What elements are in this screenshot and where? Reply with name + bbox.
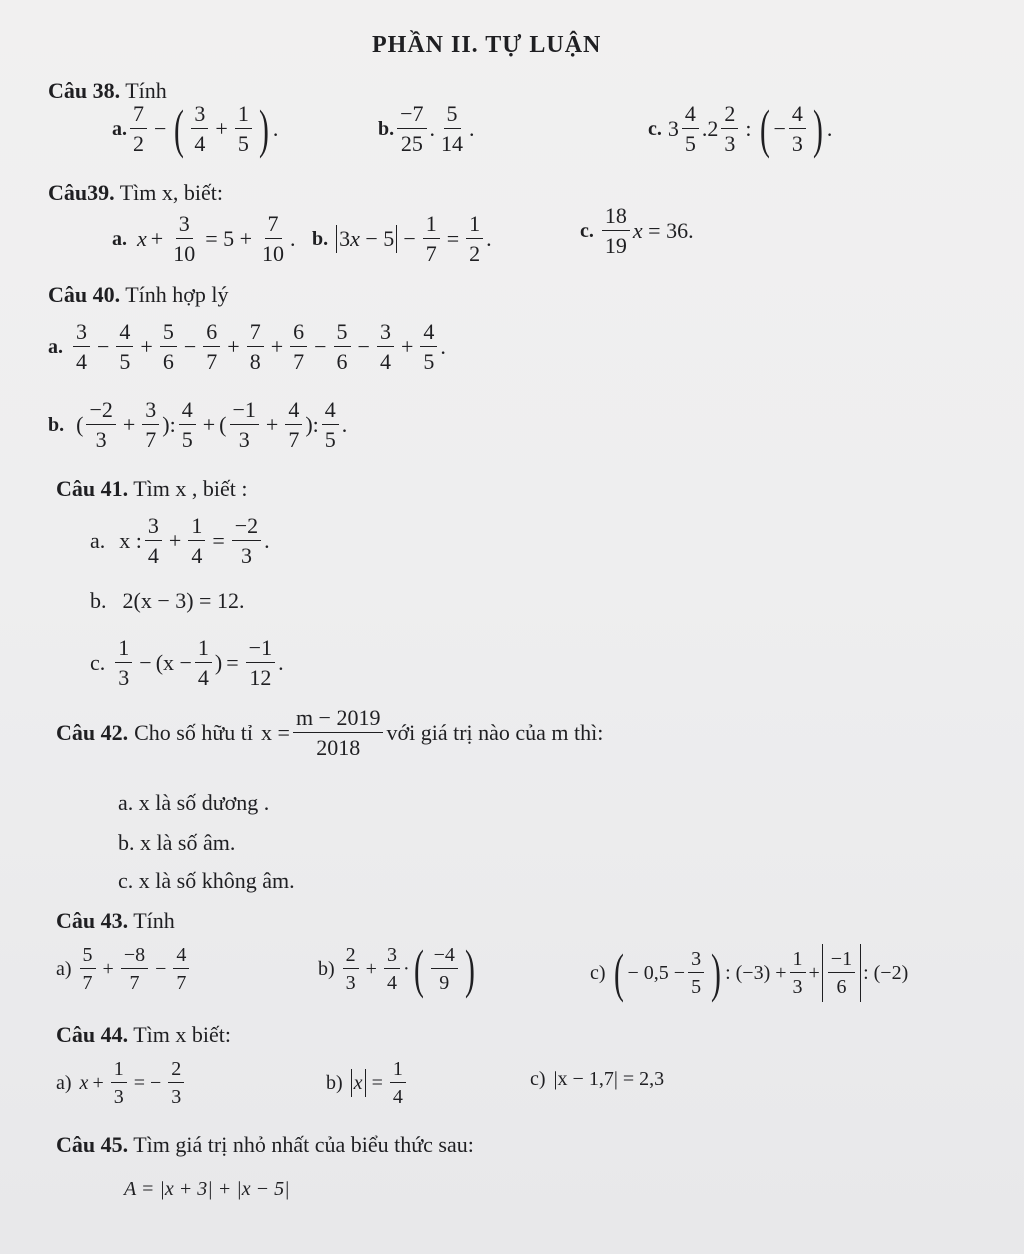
q38-c: c. 3 $\frac{4}{5}$ .2 $\frac{2}{3}$ : ( − $\frac{4}{3}$ ) . — [648, 98, 833, 159]
fraction: $\frac{-7}{25}$ — [397, 102, 426, 156]
fraction: $\frac{3}{4}$ — [384, 944, 400, 994]
q44-number: Câu 44. — [56, 1022, 129, 1047]
fraction: $\frac{1}{4}$ — [195, 636, 212, 690]
fraction: $\frac{-1}{12}$ — [246, 636, 275, 690]
q41-instruction: Tìm x , biết : — [133, 476, 248, 501]
fraction: $\frac{2}{3}$ — [343, 944, 359, 994]
fraction: $\frac{2}{3}$ — [168, 1058, 184, 1108]
q39-b-label: b. — [312, 227, 329, 250]
q39-instruction: Tìm x, biết: — [119, 180, 223, 205]
section-title: PHẦN II. TỰ LUẬN — [372, 32, 602, 58]
fraction: $\frac{1}{5}$ — [235, 102, 252, 156]
q41-a-label: a. — [90, 528, 106, 553]
fraction: $\frac{3}{4}$ — [377, 320, 394, 374]
q45-number: Câu 45. — [56, 1132, 129, 1157]
fraction: $\frac{-2}{3}$ — [232, 514, 261, 568]
q41-a: a. x : $\frac{3}{4}$ + $\frac{1}{4}$ = $\frac{-2}{3}$ . — [90, 513, 270, 568]
q42-option-a: a. x là số dương . — [118, 790, 270, 815]
fraction: $\frac{4}{5}$ — [420, 320, 437, 374]
q40-a-label: a. — [48, 335, 63, 358]
fraction: $\frac{3}{5}$ — [688, 948, 704, 998]
q41-heading — [56, 476, 248, 502]
q40-instruction: Tính hợp lý — [125, 282, 229, 307]
q44-a-label: a) — [56, 1071, 72, 1094]
q42-number: Câu 42. — [56, 720, 129, 745]
q43-instruction: Tính — [133, 908, 175, 933]
q44-c — [530, 1068, 664, 1091]
fraction: $\frac{1}{4}$ — [390, 1058, 406, 1108]
fraction: $\frac{6}{7}$ — [290, 320, 307, 374]
fraction: $\frac{7}{2}$ — [130, 102, 147, 156]
q43-b-label: b) — [318, 957, 335, 980]
q39-heading — [48, 180, 223, 206]
fraction: $\frac{2}{3}$ — [721, 102, 738, 156]
fraction: $\frac{18}{19}$ — [602, 204, 630, 258]
q40-heading — [48, 282, 229, 308]
q44-b-label: b) — [326, 1071, 343, 1094]
fraction: $\frac{1}{7}$ — [423, 212, 440, 266]
q41-number: Câu 41. — [56, 476, 129, 501]
q42-heading: Câu 42. Cho số hữu tỉ x = $\frac{m - 2019}{2018}$ với giá trị nào của m thì: — [56, 705, 604, 760]
q39-a-label: a. — [112, 227, 127, 250]
q44-c-label: c) — [530, 1068, 546, 1090]
fraction: $\frac{6}{7}$ — [203, 320, 220, 374]
q40-b: b. ( $\frac{-2}{3}$ + $\frac{3}{7}$ ): $\frac{4}{5}$ + ( $\frac{-1}{3}$ + $\frac{4}{7}$ ): $\frac{4}{5}$ . — [48, 397, 348, 452]
fraction: $\frac{3}{4}$ — [73, 320, 90, 374]
fraction: $\frac{1}{2}$ — [466, 212, 483, 266]
q38-b-label: b. — [378, 117, 395, 140]
fraction: $\frac{4}{5}$ — [682, 102, 699, 156]
q38-b: b. $\frac{-7}{25}$ . $\frac{5}{14}$ . — [378, 101, 475, 156]
q43-a-label: a) — [56, 957, 72, 980]
fraction: $\frac{1}{3}$ — [790, 948, 806, 998]
q39-a: a. x + $\frac{3}{10}$ = 5 + $\frac{7}{10}$ . — [112, 211, 296, 266]
fraction: $\frac{-1}{6}$ — [828, 948, 855, 998]
fraction: $\frac{5}{14}$ — [441, 101, 464, 156]
q42-numerator: m − 2019 — [293, 706, 384, 733]
fraction: $\frac{7}{10}$ — [262, 211, 285, 266]
fraction: $\frac{3}{4}$ — [191, 102, 208, 156]
fraction: $\frac{3}{4}$ — [145, 514, 162, 568]
fraction: $\frac{4}{5}$ — [179, 398, 196, 452]
q43-a: a) $\frac{5}{7}$ + $\frac{-8}{7}$ − $\frac{4}{7}$ — [56, 944, 192, 994]
q39-b: b. 3x − 5 − $\frac{1}{7}$ = $\frac{1}{2}$ . — [312, 211, 492, 266]
q43-heading — [56, 908, 175, 934]
fraction: $\frac{5}{6}$ — [334, 320, 351, 374]
q38-a: a. $\frac{7}{2}$ − ( $\frac{3}{4}$ + $\frac{1}{5}$ ) . — [112, 98, 279, 159]
q42-text-after: với giá trị nào của m thì: — [386, 720, 604, 745]
fraction: $\frac{4}{7}$ — [173, 944, 189, 994]
q38-c-label: c. — [648, 117, 662, 140]
q40-b-label: b. — [48, 413, 65, 436]
fraction: $\frac{4}{5}$ — [322, 398, 339, 452]
fraction: $\frac{1}{4}$ — [188, 514, 205, 568]
q41-b-label: b. — [90, 588, 107, 613]
fraction: $\frac{4}{7}$ — [285, 398, 302, 452]
q42-option-c: c. x là số không âm. — [118, 868, 295, 893]
q42-fraction — [293, 706, 384, 760]
q42-option-b: b. x là số âm. — [118, 830, 236, 855]
q41-c: c. $\frac{1}{3}$ − (x − $\frac{1}{4}$ ) = $\frac{-1}{12}$ . — [90, 635, 284, 690]
q40-a: a. $\frac{3}{4}$ − $\frac{4}{5}$ + $\frac{5}{6}$ − $\frac{6}{7}$ + $\frac{7}{8}$ + $\frac{6}{7}$ − $\frac{5}{6}$ − $\frac{3}{4}$ + $\frac{4}{5}$ . — [48, 319, 446, 374]
fraction: $\frac{-2}{3}$ — [86, 398, 115, 452]
q39-c: c. $\frac{18}{19}$ x = 36. — [580, 203, 694, 258]
fraction: $\frac{1}{3}$ — [111, 1058, 127, 1108]
q43-b: b) $\frac{2}{3}$ + $\frac{3}{4}$ · ( $\frac{-4}{9}$ ) — [318, 938, 475, 999]
q44-c-expression: |x − 1,7| = 2,3 — [553, 1068, 665, 1090]
q38-number: Câu 38. — [48, 78, 121, 103]
fraction: $\frac{-1}{3}$ — [230, 398, 259, 452]
q38-instruction: Tính — [125, 78, 167, 103]
q40-number: Câu 40. — [48, 282, 121, 307]
q44-a: a) x + $\frac{1}{3}$ = − $\frac{2}{3}$ — [56, 1058, 187, 1108]
fraction: $\frac{-8}{7}$ — [121, 944, 148, 994]
fraction: $\frac{5}{7}$ — [80, 944, 96, 994]
fraction: $\frac{4}{5}$ — [116, 320, 133, 374]
fraction: $\frac{3}{7}$ — [142, 398, 159, 452]
q41-c-label: c. — [90, 650, 106, 675]
q44-heading — [56, 1022, 231, 1048]
q45-instruction: Tìm giá trị nhỏ nhất của biểu thức sau: — [133, 1132, 474, 1157]
q42-denominator: 2018 — [316, 735, 361, 760]
fraction: $\frac{1}{3}$ — [115, 636, 132, 690]
q41-b-expression: 2(x − 3) = 12. — [122, 588, 245, 613]
q38-a-label: a. — [112, 117, 127, 140]
fraction: $\frac{7}{8}$ — [247, 320, 264, 374]
q43-c: c) ( − 0,5 − $\frac{3}{5}$ ) : (−3) + $\frac{1}{3}$ + $\frac{-1}{6}$ : (−2) — [590, 942, 909, 1003]
q41-b — [90, 588, 244, 614]
q39-c-label: c. — [580, 219, 594, 242]
q44-b: b) x = $\frac{1}{4}$ — [326, 1058, 409, 1108]
fraction: $\frac{5}{6}$ — [160, 320, 177, 374]
q42-text-before: Cho số hữu tỉ — [134, 720, 254, 745]
fraction: $\frac{-4}{9}$ — [431, 944, 458, 994]
q43-c-label: c) — [590, 961, 606, 984]
q39-number: Câu39. — [48, 180, 115, 205]
fraction: $\frac{3}{10}$ — [173, 211, 196, 266]
q44-instruction: Tìm x biết: — [133, 1022, 231, 1047]
q45-heading — [56, 1132, 474, 1158]
fraction: $\frac{4}{3}$ — [789, 102, 806, 156]
q38-heading — [48, 78, 167, 104]
q43-number: Câu 43. — [56, 908, 129, 933]
q45-expression: A = |x + 3| + |x − 5| — [124, 1178, 290, 1200]
